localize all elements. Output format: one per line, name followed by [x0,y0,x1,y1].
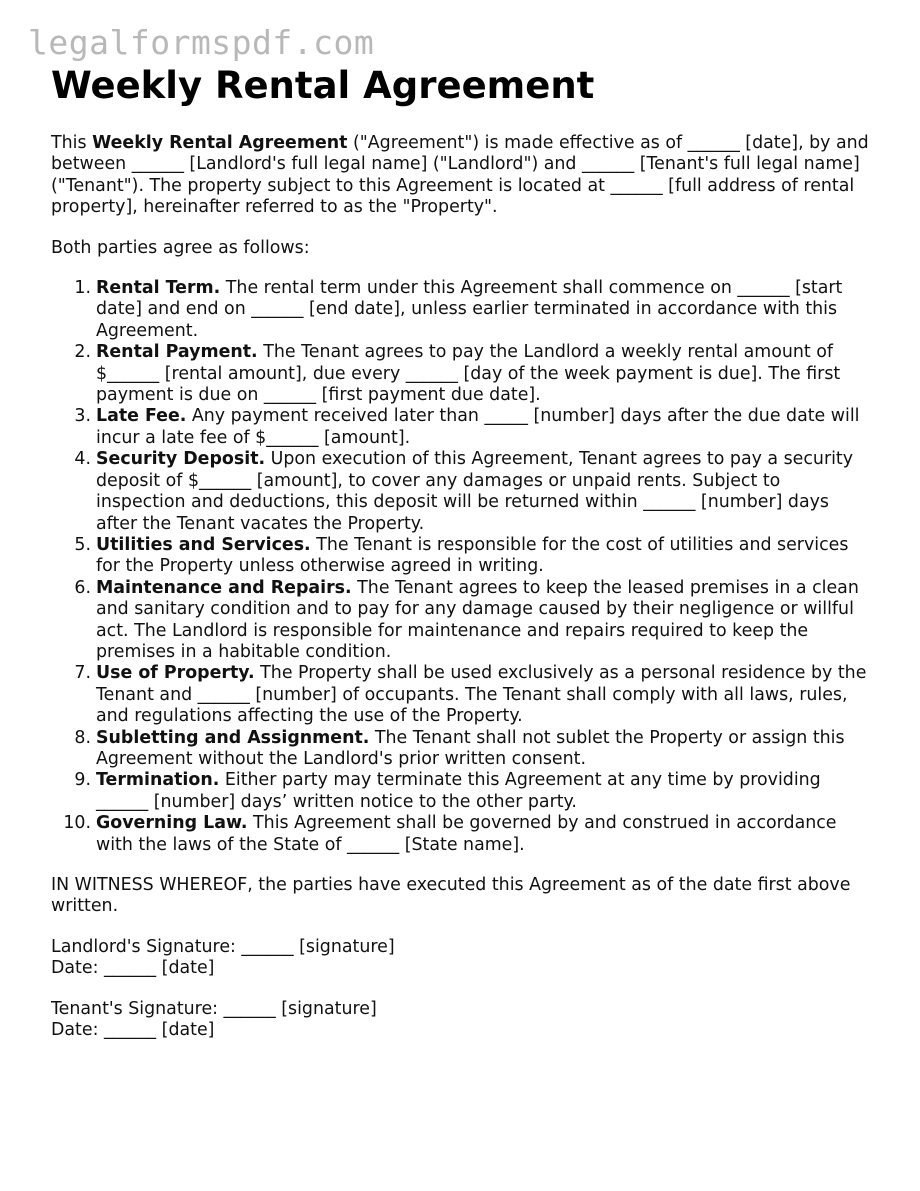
intro-pre: This [51,133,93,153]
site-watermark: legalformspdf.com [28,23,375,62]
clause-heading: Security Deposit. [96,449,266,470]
clause-heading: Utilities and Services. [96,534,311,555]
clause-governing-law [96,813,873,856]
agree-as-follows: Both parties agree as follows: [51,237,310,258]
clause-heading: Termination. [96,770,220,791]
clause-text: Upon execution of this Agreement, Tenant agrees to pay a security deposit of $______ [amount], to cover any damages or unpaid rents. Subject to inspection and deductions, this deposit will be returned within ______ [number] days after the Tenant vacates the Property. [96,449,854,534]
clause-text: The Property shall be used exclusively as a personal residence by the Tenant and ______ [number] of occupants. The Tenant shall comply with all laws, rules, and regulations affecting the use of the Property. [96,663,867,727]
landlord-date-line: Date: ______ [date] [51,958,215,979]
intro-bold-title: Weekly Rental Agreement [92,133,348,153]
clause-termination [96,770,873,813]
witness-statement: IN WITNESS WHEREOF, the parties have executed this Agreement as of the date first above written. [51,875,851,917]
clause-text: Either party may terminate this Agreement at any time by providing ______ [number] days’ written notice to the other party. [96,770,821,812]
document-title: Weekly Rental Agreement [51,64,595,107]
clause-heading: Subletting and Assignment. [96,727,370,748]
landlord-signature-line: Landlord's Signature: ______ [signature] [51,936,395,957]
tenant-date-line: Date: ______ [date] [51,1020,215,1041]
clause-heading: Governing Law. [96,813,248,834]
clause-heading: Maintenance and Repairs. [96,577,352,598]
clause-heading: Use of Property. [96,663,255,684]
clause-text: This Agreement shall be governed by and construed in accordance with the laws of the State of ______ [State name]. [96,813,837,855]
clause-heading: Late Fee. [96,406,187,427]
clause-text: The rental term under this Agreement shall commence on ______ [start date] and end on ______ [end date], unless earlier terminated in accordance with this Agreement. [96,278,843,341]
clause-text: The Tenant is responsible for the cost of utilities and services for the Property unless otherwise agreed in writing. [96,534,849,577]
agreement-body [51,133,873,1060]
clause-subletting [96,728,873,771]
clause-heading: Rental Payment. [96,342,258,363]
clause-text: The Tenant agrees to pay the Landlord a weekly rental amount of $______ [rental amount], due every ______ [day of the week payment is due]. The first payment is due on ______ [first payment due date]. [96,342,841,406]
clause-rental-payment [96,342,873,406]
clause-heading: Rental Term. [96,278,221,299]
clause-maintenance [96,578,873,664]
clause-text: Any payment received later than _____ [number] days after the due date will incur a late fee of $______ [amount]. [96,406,860,448]
clause-use-of-property [96,663,873,727]
clause-late-fee [96,406,873,449]
landlord-signature-block [51,937,873,980]
clause-list [51,278,873,856]
clause-rental-term [96,278,873,342]
tenant-signature-block [51,999,873,1042]
clause-text: The Tenant agrees to keep the leased premises in a clean and sanitary condition and to pay for any damage caused by their negligence or willful act. The Landlord is responsible for maintenance and repairs required to keep the premises in a habitable condition. [96,577,859,662]
clause-text: The Tenant shall not sublet the Property or assign this Agreement without the Landlord's prior written consent. [96,727,845,769]
intro-paragraph [51,133,873,219]
clause-utilities [96,535,873,578]
clause-security-deposit [96,449,873,535]
tenant-signature-line: Tenant's Signature: ______ [signature] [51,998,377,1019]
intro-post: ("Agreement") is made effective as of ______ [date], by and between ______ [Landlord's full legal name] ("Landlord") and ______ [Tenant's full legal name] ("Tenant"). The property subject to this Agreement is located at ______ [full address of rental property], hereinafter referred to as the "Property". [51,133,869,218]
